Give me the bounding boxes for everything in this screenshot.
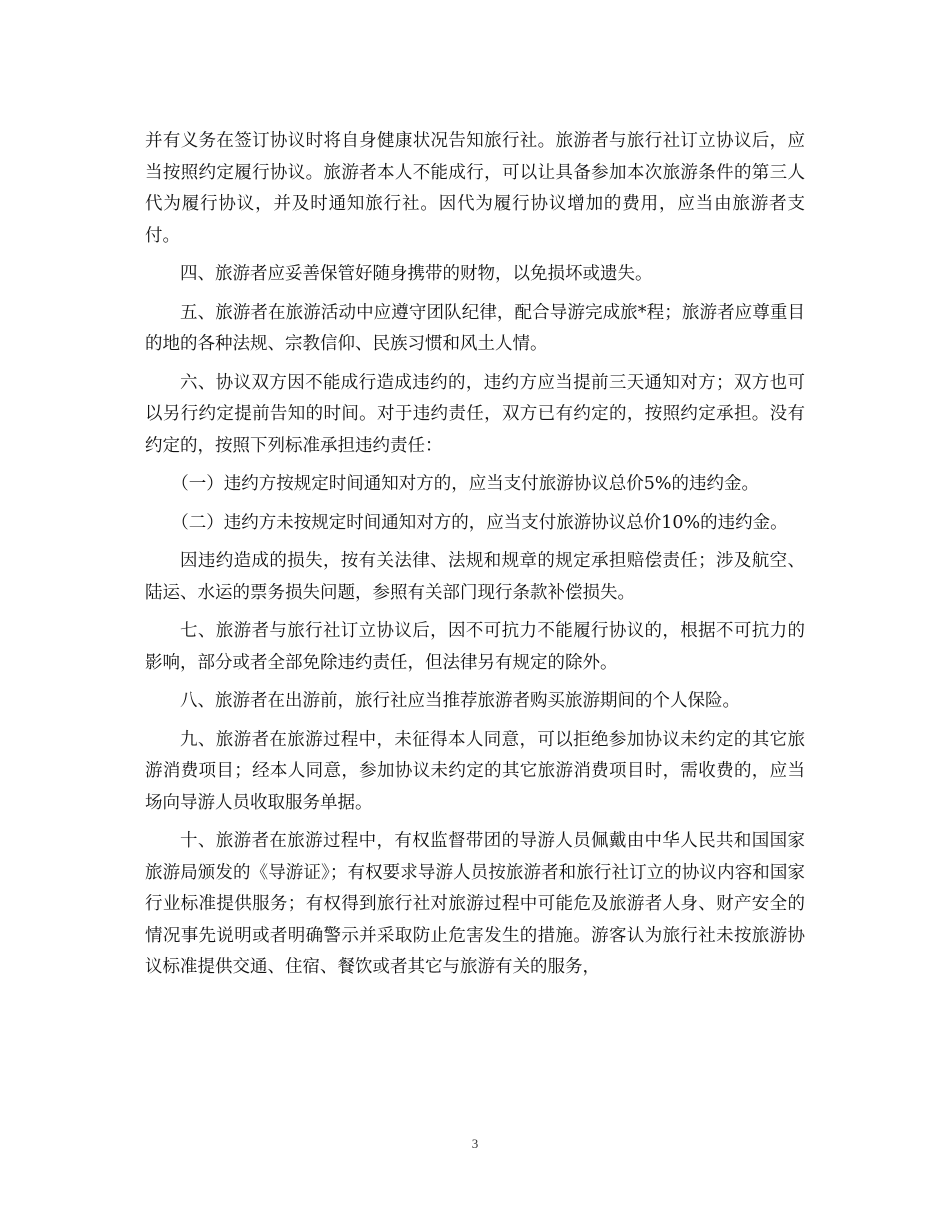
paragraph-clause-5: 五、旅游者在旅游活动中应遵守团队纪律，配合导游完成旅*程；旅游者应尊重目的地的各种法规、宗教信仰、民族习惯和风土人情。 bbox=[145, 302, 805, 354]
paragraph-clause-6-item-1: （一）违约方按规定时间通知对方的，应当支付旅游协议总价5%的违约金。 bbox=[171, 474, 760, 494]
page-number: 3 bbox=[471, 1136, 479, 1151]
paragraph-health-disclosure: 并有义务在签订协议时将自身健康状况告知旅行社。旅游者与旅行社订立协议后，应当按照约定履行协议。旅游者本人不能成行，可以让具备参加本次旅游条件的第三人代为履行协议，并及时通知旅行社。因代为履行协议增加的费用，应当由旅游者支付。 bbox=[145, 131, 805, 246]
document-body bbox=[145, 126, 805, 991]
paragraph-clause-9: 九、旅游者在旅游过程中，未征得本人同意，可以拒绝参加协议未约定的其它旅游消费项目；经本人同意，参加协议未约定的其它旅游消费项目时，需收费的，应当场向导游人员收取服务单据。 bbox=[145, 729, 805, 813]
paragraph-clause-7: 七、旅游者与旅行社订立协议后，因不可抗力不能履行协议的，根据不可抗力的影响，部分或者全部免除违约责任，但法律另有规定的除外。 bbox=[145, 621, 805, 673]
paragraph-breach-losses: 因违约造成的损失，按有关法律、法规和规章的规定承担赔偿责任；涉及航空、陆运、水运的票务损失问题，参照有关部门现行条款补偿损失。 bbox=[145, 551, 805, 603]
paragraph-clause-6: 六、协议双方因不能成行造成违约的，违约方应当提前三天通知对方；双方也可以另行约定提前告知的时间。对于违约责任，双方已有约定的，按照约定承担。没有约定的，按照下列标准承担违约责任： bbox=[145, 372, 805, 456]
paragraph-clause-4: 四、旅游者应妥善保管好随身携带的财物，以免损坏或遗失。 bbox=[180, 264, 653, 284]
paragraph-clause-6-item-2: （二）违约方未按规定时间通知对方的，应当支付旅游协议总价10%的违约金。 bbox=[171, 512, 788, 533]
paragraph-clause-8: 八、旅游者在出游前，旅行社应当推荐旅游者购买旅游期间的个人保险。 bbox=[180, 691, 740, 711]
paragraph-clause-10: 十、旅游者在旅游过程中，有权监督带团的导游人员佩戴由中华人民共和国国家旅游局颁发的《导游证》；有权要求导游人员按旅游者和旅行社订立的协议内容和国家行业标准提供服务；有权得到旅行社对旅游过程中可能危及旅游者人身、财产安全的情况事先说明或者明确警示并采取防止危害发生的措施。游客认为旅行社未按旅游协议标准提供交通、住宿、餐饮或者其它与旅游有关的服务， bbox=[145, 831, 805, 977]
